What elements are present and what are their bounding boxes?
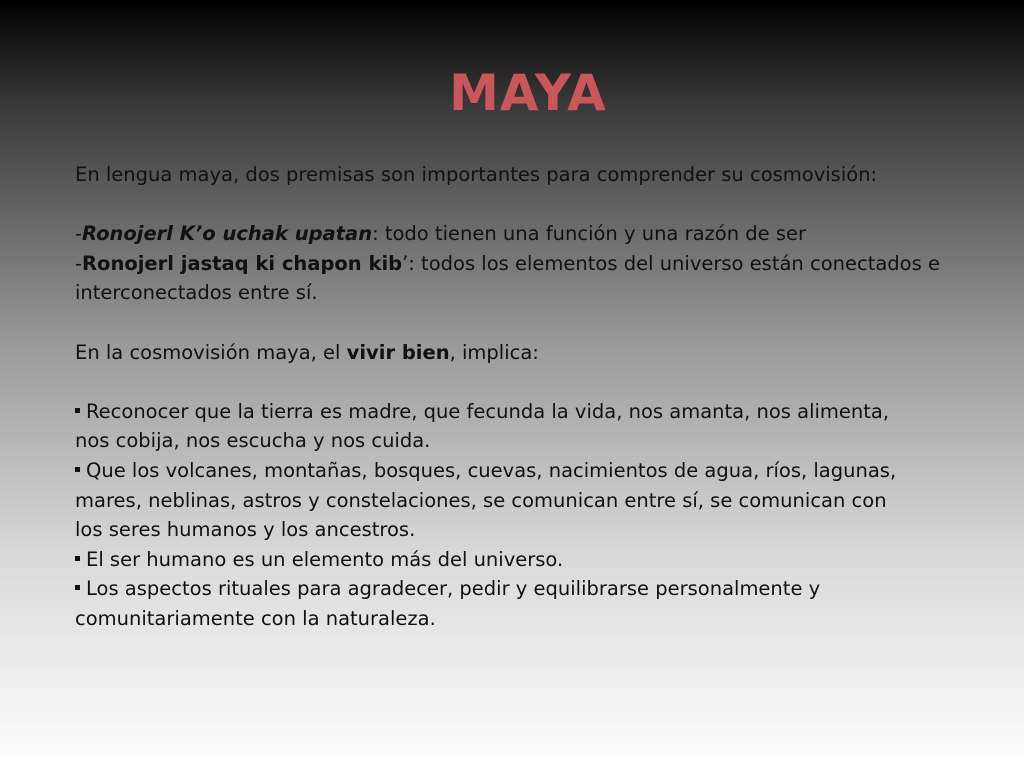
vivir-bien-term: vivir bien <box>346 340 450 364</box>
slide-body <box>75 160 975 634</box>
bullet-square-icon <box>75 467 80 472</box>
bullet-item-1-text: Reconocer que la tierra es madre, que fecunda la vida, nos amanta, nos alimenta, <box>86 399 890 423</box>
bullet-square-icon <box>75 408 80 413</box>
premise-2-continued: interconectados entre sí. <box>75 281 318 305</box>
premise-1-description: : todo tienen una función y una razón de ser <box>372 222 807 246</box>
premise-2-term: Ronojerl jastaq ki chapon kib <box>82 251 403 275</box>
bullet-item-4-text: Los aspectos rituales para agradecer, pedir y equilibrarse personalmente y <box>86 577 821 601</box>
vivir-bien-intro <box>75 338 975 368</box>
bullet-item-2 <box>75 456 975 486</box>
premise-1 <box>75 219 975 249</box>
premise-1-term: Ronojerl K’o uchak upatan <box>82 222 373 246</box>
bullet-item-4 <box>75 574 975 604</box>
bullet-item-2-continued-2: los seres humanos y los ancestros. <box>75 518 416 542</box>
bullet-item-1 <box>75 397 975 427</box>
bullet-item-3 <box>75 545 975 575</box>
bullet-item-4-continued: comunitariamente con la naturaleza. <box>75 606 436 630</box>
bullet-item-2-continued: mares, neblinas, astros y constelaciones, se comunican entre sí, se comunican con <box>75 488 887 512</box>
bullet-item-1-continued: nos cobija, nos escucha y nos cuida. <box>75 429 431 453</box>
premise-2-prefix: - <box>75 251 83 275</box>
bullet-item-2-text: Que los volcanes, montañas, bosques, cuevas, nacimientos de agua, ríos, lagunas, <box>86 458 897 482</box>
intro-text: En lengua maya, dos premisas son importantes para comprender su cosmovisión: <box>75 163 878 186</box>
premise-2 <box>75 249 975 279</box>
bullet-item-3-text: El ser humano es un elemento más del universo. <box>86 547 564 571</box>
vivir-bien-after: , implica: <box>449 340 539 364</box>
vivir-bien-before: En la cosmovisión maya, el <box>75 340 347 364</box>
bullet-square-icon <box>75 556 80 561</box>
spacer <box>75 367 975 397</box>
spacer <box>75 308 975 338</box>
bullet-square-icon <box>75 585 80 590</box>
premise-2-description: ’: todos los elementos del universo están conectados e <box>402 251 940 275</box>
slide-title: MAYA <box>449 64 607 122</box>
spacer <box>75 190 975 220</box>
premise-1-prefix: - <box>75 222 83 246</box>
